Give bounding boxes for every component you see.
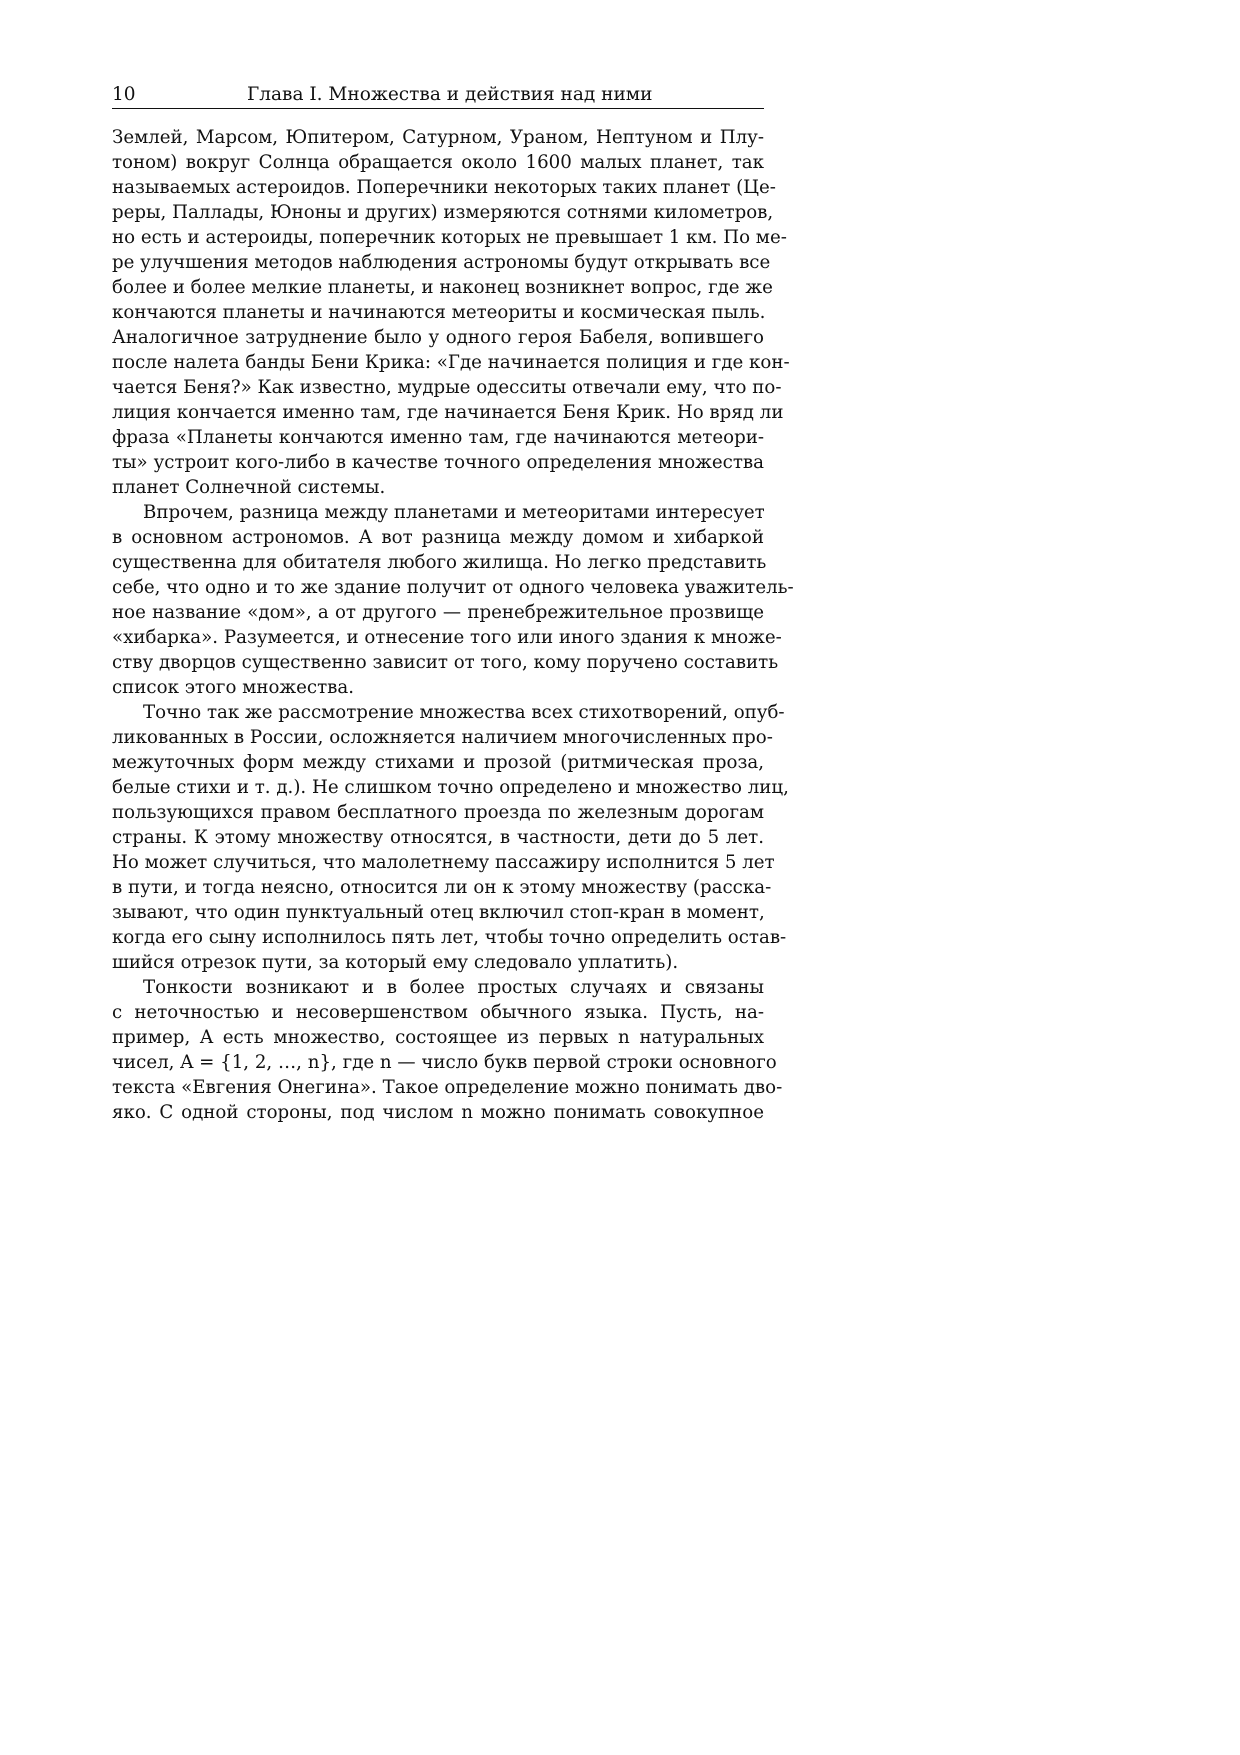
- text-line: кончаются планеты и начинаются метеориты и космическая пыль.: [112, 302, 766, 323]
- text-line: шийся отрезок пути, за который ему следовало уплатить).: [112, 952, 679, 973]
- text-line: зывают, что один пунктуальный отец включил стоп-кран в момент,: [112, 902, 765, 923]
- chapter-title: Глава I. Множества и действия над ними: [247, 84, 653, 105]
- text-line: себе, что одно и то же здание получит от одного человека уважитель-: [112, 577, 794, 598]
- text-line: «хибарка». Разумеется, и отнесение того или иного здания к множе-: [112, 627, 782, 648]
- text-line: яко. С одной стороны, под числом n можно понимать совокупное: [112, 1102, 764, 1123]
- text-line: текста «Евгения Онегина». Такое определение можно понимать дво-: [112, 1077, 783, 1098]
- text-line: страны. К этому множеству относятся, в частности, дети до 5 лет.: [112, 827, 764, 848]
- text-line: лиция кончается именно там, где начинается Беня Крик. Но вряд ли: [112, 402, 784, 423]
- text-line: существенна для обитателя любого жилища. Но легко представить: [112, 552, 767, 573]
- paragraph: [112, 500, 794, 700]
- text-line: Точно так же рассмотрение множества всех стихотворений, опуб-: [143, 702, 785, 723]
- text-line: когда его сыну исполнилось пять лет, чтобы точно определить остав-: [112, 927, 787, 948]
- text-line: фраза «Планеты кончаются именно там, где начинаются метеори-: [112, 427, 764, 448]
- text-line: межуточных форм между стихами и прозой (ритмическая проза,: [112, 752, 764, 773]
- text-line: пользующихся правом бесплатного проезда по железным дорогам: [112, 802, 764, 823]
- text-line: в основном астрономов. А вот разница между домом и хибаркой: [112, 527, 764, 548]
- text-line: ное название «дом», а от другого — пренебрежительное прозвище: [112, 602, 764, 623]
- body-text: [112, 125, 794, 1125]
- paragraph: [112, 975, 783, 1125]
- page-number: 10: [112, 84, 136, 105]
- text-line: ре улучшения методов наблюдения астрономы будут открывать все: [112, 252, 771, 273]
- text-line: Тонкости возникают и в более простых случаях и связаны: [143, 977, 764, 998]
- text-line: тоном) вокруг Солнца обращается около 1600 малых планет, так: [112, 152, 764, 173]
- text-line: Землей, Марсом, Юпитером, Сатурном, Ураном, Нептуном и Плу-: [112, 127, 764, 148]
- text-line: белые стихи и т. д.). Не слишком точно определено и множество лиц,: [112, 777, 789, 798]
- text-line: в пути, и тогда неясно, относится ли он к этому множеству (расска-: [112, 877, 772, 898]
- text-line: Аналогичное затруднение было у одного героя Бабеля, вопившего: [112, 327, 764, 348]
- paragraph: [112, 700, 789, 975]
- text-line: после налета банды Бени Крика: «Где начинается полиция и где кон-: [112, 352, 790, 373]
- book-page: [112, 78, 794, 1125]
- running-header: [112, 78, 764, 109]
- text-line: список этого множества.: [112, 677, 354, 698]
- text-line: ты» устроит кого-либо в качестве точного определения множества: [112, 452, 764, 473]
- text-line: но есть и астероиды, поперечник которых не превышает 1 км. По ме-: [112, 227, 787, 248]
- text-line: ству дворцов существенно зависит от того, кому поручено составить: [112, 652, 779, 673]
- text-line: с неточностью и несовершенством обычного языка. Пусть, на-: [112, 1002, 764, 1023]
- text-line: чается Беня?» Как известно, мудрые одесситы отвечали ему, что по-: [112, 377, 782, 398]
- text-line: планет Солнечной системы.: [112, 477, 386, 498]
- text-line: Впрочем, разница между планетами и метеоритами интересует: [143, 502, 765, 523]
- paragraph: [112, 125, 790, 500]
- text-line: чисел, A = {1, 2, …, n}, где n — число букв первой строки основного: [112, 1052, 777, 1073]
- text-line: называемых астероидов. Поперечники некоторых таких планет (Це-: [112, 177, 776, 198]
- text-line: более и более мелкие планеты, и наконец возникнет вопрос, где же: [112, 277, 773, 298]
- text-line: ликованных в России, осложняется наличием многочисленных про-: [112, 727, 773, 748]
- text-line: реры, Паллады, Юноны и других) измеряются сотнями километров,: [112, 202, 774, 223]
- text-line: пример, A есть множество, состоящее из первых n натуральных: [112, 1027, 764, 1048]
- text-line: Но может случиться, что малолетнему пассажиру исполнится 5 лет: [112, 852, 775, 873]
